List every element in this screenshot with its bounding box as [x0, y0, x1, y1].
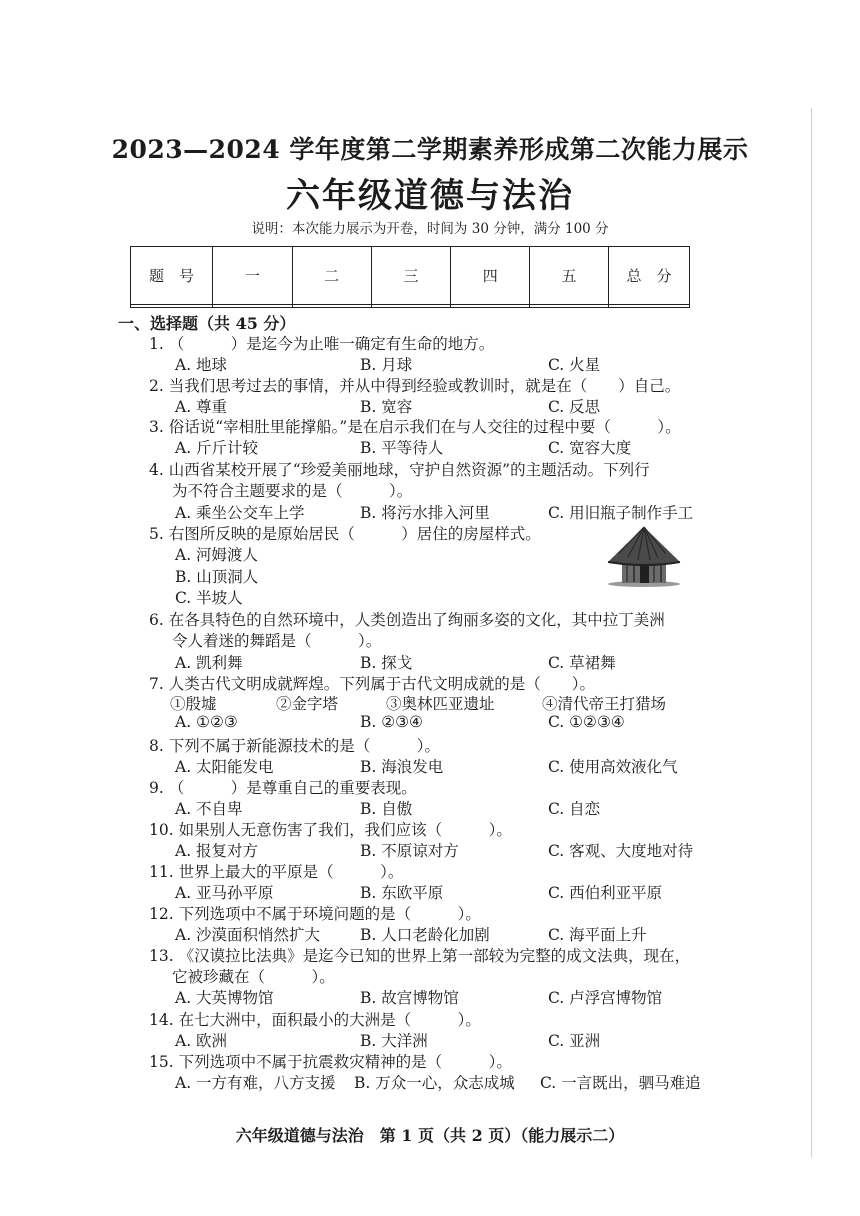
page-edge-line [811, 108, 812, 1158]
subject-title: 六年级道德与法治 [286, 176, 574, 216]
option-c: C. ①②③④ [548, 713, 625, 731]
sub-item: ③奥林匹亚遗址 [386, 695, 495, 713]
score-table-header: 总 分 [608, 247, 689, 305]
question-6-continued: 令人着迷的舞蹈是（ ）。 [172, 632, 382, 650]
option-a: A. 报复对方 [175, 842, 259, 860]
option-c: C. 半坡人 [175, 589, 243, 607]
question-11: 11. 世界上最大的平原是（ ）。 [149, 863, 404, 881]
question-6: 6. 在各具特色的自然环境中，人类创造出了绚丽多姿的文化，其中拉丁美洲 [149, 611, 665, 629]
question-2: 2. 当我们思考过去的事情，并从中得到经验或教训时，就是在（ ）自己。 [149, 377, 681, 395]
page-footer: 六年级道德与法治 第 1 页（共 2 页）（能力展示二） [235, 1126, 625, 1145]
option-a: A. ①②③ [175, 713, 238, 731]
question-7: 7. 人类古代文明成就辉煌。下列属于古代文明成就的是（ ）。 [149, 675, 595, 693]
score-table-header: 题 号 [131, 247, 213, 305]
question-14: 14. 在七大洲中，面积最小的大洲是（ ）。 [149, 1011, 481, 1029]
option-b: B. 将污水排入河里 [360, 504, 490, 522]
option-b: B. 平等待人 [360, 439, 444, 457]
score-table-score-row [131, 305, 690, 308]
option-c: C. 客观、大度地对待 [548, 842, 694, 860]
option-b: B. 海浪发电 [360, 758, 444, 776]
option-a: A. 斤斤计较 [175, 439, 259, 457]
option-a: A. 地球 [175, 356, 228, 374]
option-b: B. 大洋洲 [360, 1032, 428, 1050]
option-a: A. 一方有难，八方支援 [175, 1074, 336, 1092]
option-a: A. 不自卑 [175, 800, 243, 818]
question-4: 4. 山西省某校开展了“珍爱美丽地球，守护自然资源”的主题活动。下列行 [149, 461, 650, 479]
question-9: 9. （ ）是尊重自己的重要表现。 [149, 779, 417, 797]
option-b: B. 故宫博物馆 [360, 989, 459, 1007]
option-c: C. 草裙舞 [548, 654, 616, 672]
sub-item: ①殷墟 [170, 695, 217, 713]
score-table-header: 三 [371, 247, 451, 305]
score-table-header: 四 [451, 247, 530, 305]
option-c: C. 用旧瓶子制作手工 [548, 504, 694, 522]
option-b: B. 探戈 [360, 654, 413, 672]
score-table-header-row [131, 247, 690, 305]
score-cell [530, 305, 609, 308]
option-c: C. 卢浮宫博物馆 [548, 989, 663, 1007]
score-cell [451, 305, 530, 308]
option-a: A. 河姆渡人 [175, 546, 259, 564]
option-b: B. 宽容 [360, 398, 413, 416]
score-cell [131, 305, 213, 308]
score-cell [213, 305, 293, 308]
question-10: 10. 如果别人无意伤害了我们，我们应该（ ）。 [149, 821, 512, 839]
option-a: A. 尊重 [175, 398, 228, 416]
option-c: C. 火星 [548, 356, 601, 374]
option-c: C. 使用高效液化气 [548, 758, 678, 776]
option-c: C. 西伯利亚平原 [548, 884, 663, 902]
score-cell [608, 305, 689, 308]
option-c: C. 一言既出，驷马难追 [540, 1074, 701, 1092]
section-title: 一、选择题（共 45 分） [118, 314, 296, 333]
score-cell [292, 305, 371, 308]
score-table-header: 一 [213, 247, 293, 305]
question-8: 8. 下列不属于新能源技术的是（ ）。 [149, 737, 440, 755]
thatched-hut-illustration [606, 524, 682, 588]
sub-item: ②金字塔 [276, 695, 339, 713]
option-b: B. 自傲 [360, 800, 413, 818]
sub-item: ④清代帝王打猎场 [542, 695, 667, 713]
question-12: 12. 下列选项中不属于环境问题的是（ ）。 [149, 905, 481, 923]
option-b: B. 月球 [360, 356, 413, 374]
option-a: A. 欧洲 [175, 1032, 228, 1050]
option-a: A. 亚马孙平原 [175, 884, 274, 902]
option-a: A. 太阳能发电 [175, 758, 274, 776]
question-1: 1. （ ）是迄今为止唯一确定有生命的地方。 [149, 335, 495, 353]
option-b: B. 东欧平原 [360, 884, 444, 902]
option-c: C. 自恋 [548, 800, 601, 818]
option-b: B. ②③④ [360, 713, 423, 731]
score-table-header: 二 [292, 247, 371, 305]
score-table-header: 五 [530, 247, 609, 305]
question-5: 5. 右图所反映的是原始居民（ ）居住的房屋样式。 [149, 525, 541, 543]
option-a: A. 凯利舞 [175, 654, 243, 672]
question-13: 13. 《汉谟拉比法典》是迄今已知的世界上第一部较为完整的成文法典，现在， [149, 947, 691, 965]
score-table [130, 246, 690, 308]
option-b: B. 山顶洞人 [175, 568, 259, 586]
option-b: B. 人口老龄化加剧 [360, 926, 490, 944]
option-c: C. 反思 [548, 398, 601, 416]
exam-note: 说明：本次能力展示为开卷，时间为 30 分钟，满分 100 分 [251, 221, 609, 237]
option-b: B. 不原谅对方 [360, 842, 459, 860]
option-c: C. 亚洲 [548, 1032, 601, 1050]
option-a: A. 乘坐公交车上学 [175, 504, 305, 522]
question-13-continued: 它被珍藏在（ ）。 [172, 968, 335, 986]
score-cell [371, 305, 451, 308]
exam-title: 2023—2024 学年度第二学期素养形成第二次能力展示 [111, 135, 749, 164]
question-3: 3. 俗话说“宰相肚里能撑船。”是在启示我们在与人交往的过程中要（ ）。 [149, 418, 681, 436]
question-4-continued: 为不符合主题要求的是（ ）。 [172, 482, 413, 500]
option-a: A. 沙漠面积悄然扩大 [175, 926, 321, 944]
question-15: 15. 下列选项中不属于抗震救灾精神的是（ ）。 [149, 1053, 512, 1071]
option-c: C. 宽容大度 [548, 439, 632, 457]
option-c: C. 海平面上升 [548, 926, 647, 944]
option-b: B. 万众一心，众志成城 [354, 1074, 515, 1092]
option-a: A. 大英博物馆 [175, 989, 274, 1007]
